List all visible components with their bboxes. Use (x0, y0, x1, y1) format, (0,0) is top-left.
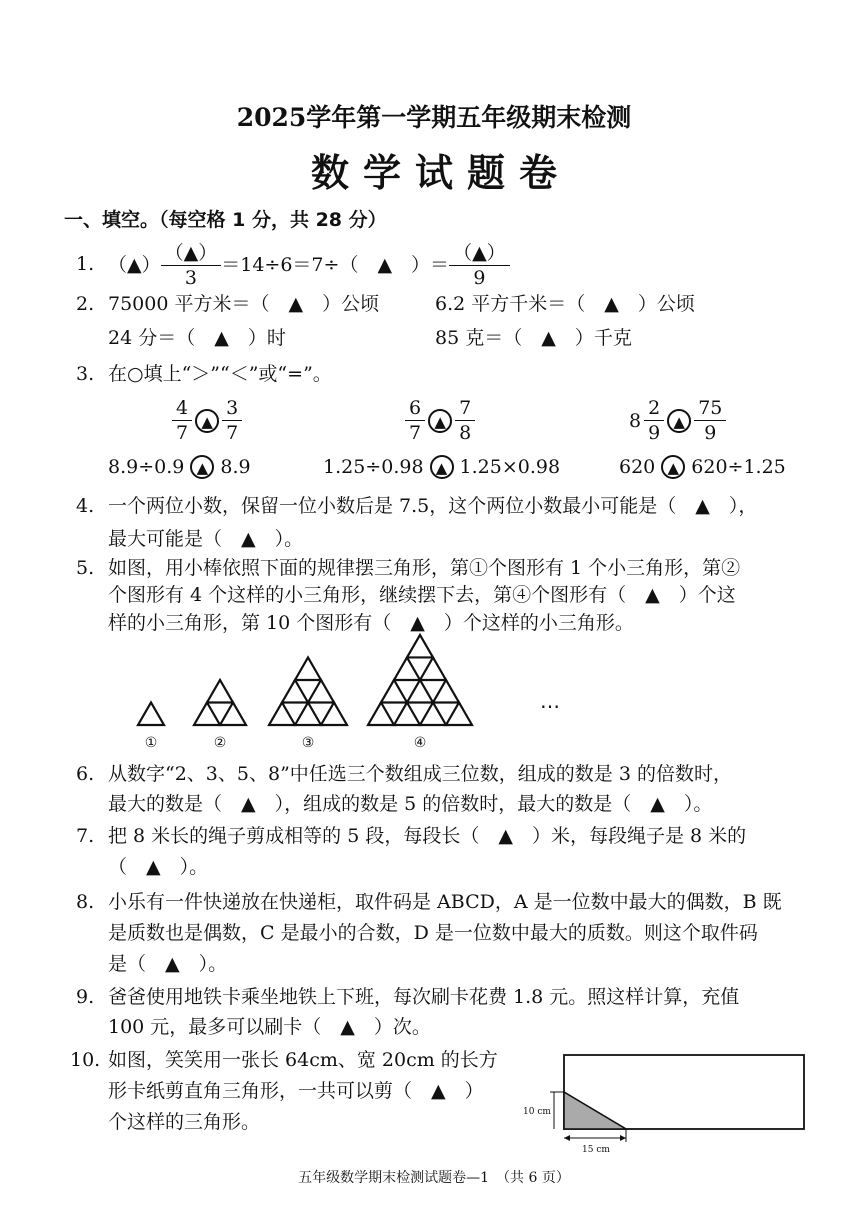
question-9-line-2: 100 元，最多可以刷卡（ ▲ ）次。 (108, 1016, 431, 1038)
triangle-figure-1 (138, 702, 164, 725)
exam-title: 2025学年第一学期五年级期末检测 (236, 103, 632, 132)
question-number: 9. (76, 986, 95, 1008)
question-number: 10. (70, 1049, 101, 1071)
small-triangle (433, 680, 459, 703)
question-3-text: 在○填上“＞”“＜”或“=”。 (108, 363, 332, 385)
small-triangle (446, 702, 472, 725)
denominator: 7 (176, 422, 189, 444)
compare-1 (172, 398, 242, 443)
fraction (694, 398, 726, 443)
compare-circle: ▲ (428, 409, 452, 433)
denominator: 3 (184, 266, 197, 289)
conversion-b: 6.2 平方千米＝（ ▲ ）公顷 (435, 293, 695, 315)
compare-5 (323, 455, 560, 479)
ellipsis: … (540, 689, 560, 713)
question-10-line-1: 如图，笑笑用一张长 64cm、宽 20cm 的长方 (108, 1049, 498, 1071)
small-triangle (368, 702, 394, 725)
denominator: 7 (409, 422, 422, 444)
small-triangle (295, 657, 321, 680)
question-7-line-2: （ ▲ ）。 (108, 856, 209, 878)
whole-number: 8 (629, 409, 642, 432)
figure-label: ③ (301, 735, 315, 751)
rectangle-card-figure (520, 1045, 810, 1157)
expression: 1.25÷0.98 (323, 456, 424, 478)
denominator: 7 (226, 422, 239, 444)
numerator: 75 (694, 398, 726, 421)
compare-circle: ▲ (430, 455, 454, 479)
compare-3 (629, 398, 726, 443)
small-triangle (269, 702, 295, 725)
question-number: 1. (76, 253, 95, 275)
numerator: 6 (405, 398, 425, 421)
expression: 620÷1.25 (691, 456, 786, 478)
small-triangle (420, 657, 446, 680)
page-footer: 五年级数学期末检测试题卷—1 （共 6 页） (298, 1170, 570, 1186)
denominator: 9 (704, 422, 717, 444)
fraction (644, 398, 664, 443)
numerator: （▲） (161, 243, 222, 266)
compare-6 (619, 455, 786, 479)
small-triangle (381, 680, 407, 703)
question-8-line-1: 小乐有一件快递放在快递柜，取件码是 ABCD，A 是一位数中最大的偶数，B 既 (108, 891, 782, 913)
fraction (449, 243, 510, 288)
expression: 8.9÷0.9 (108, 456, 185, 478)
question-5-line-1: 如图，用小棒依照下面的规律摆三角形，第①个图形有 1 个小三角形，第② (108, 557, 741, 579)
small-triangle (394, 657, 420, 680)
small-triangle (138, 702, 164, 725)
small-triangle (321, 702, 347, 725)
question-4-line-1: 一个两位小数，保留一位小数后是 7.5，这个两位小数最小可能是（ ▲ ）， (108, 495, 758, 517)
small-triangle (194, 702, 220, 725)
width-label: 15 cm (582, 1145, 610, 1155)
question-6-line-1: 从数字“2、3、5、8”中任选三个数组成三位数，组成的数是 3 的倍数时， (108, 763, 732, 785)
equation-text: ＝14÷6＝7÷（ ▲ ）＝ (221, 254, 450, 276)
small-triangle (207, 680, 233, 703)
fraction (455, 398, 475, 443)
blank: （▲） (108, 254, 161, 276)
question-number: 4. (76, 495, 95, 517)
figure-label: ① (144, 735, 158, 751)
conversion-c: 24 分＝（ ▲ ）时 (108, 327, 286, 349)
exam-subtitle: 数学试题卷 (310, 150, 571, 195)
fraction (222, 398, 242, 443)
compare-4 (108, 455, 251, 479)
fraction (405, 398, 425, 443)
fraction (172, 398, 192, 443)
question-5-line-2: 个图形有 4 个这样的小三角形，继续摆下去，第④个图形有（ ▲ ）个这 (108, 584, 736, 606)
compare-circle: ▲ (661, 455, 685, 479)
question-6-line-2: 最大的数是（ ▲ ），组成的数是 5 的倍数时，最大的数是（ ▲ ）。 (108, 793, 713, 815)
denominator: 9 (648, 422, 661, 444)
denominator: 8 (459, 422, 472, 444)
expression: 1.25×0.98 (459, 456, 561, 478)
question-number: 5. (76, 557, 95, 579)
expression: 8.9 (220, 456, 251, 478)
numerator: 2 (644, 398, 664, 421)
compare-circle: ▲ (195, 409, 219, 433)
small-triangle (282, 680, 308, 703)
question-10-line-2: 形卡纸剪直角三角形，一共可以剪（ ▲ ） (108, 1080, 484, 1102)
numerator: 7 (455, 398, 475, 421)
numerator: （▲） (449, 243, 510, 266)
numerator: 3 (222, 398, 242, 421)
compare-2 (405, 398, 475, 443)
question-number: 8. (76, 891, 95, 913)
compare-circle: ▲ (190, 455, 214, 479)
conversion-d: 85 克＝（ ▲ ）千克 (435, 327, 632, 349)
triangle-figure-4 (368, 635, 472, 725)
fraction (161, 243, 222, 288)
question-5-line-3: 样的小三角形，第 10 个图形有（ ▲ ）个这样的小三角形。 (108, 612, 634, 634)
right-triangle (564, 1092, 626, 1129)
denominator: 9 (473, 266, 486, 289)
compare-circle: ▲ (667, 409, 691, 433)
figure-label: ② (213, 735, 227, 751)
numerator: 4 (172, 398, 192, 421)
question-number: 6. (76, 763, 95, 785)
small-triangle (295, 702, 321, 725)
section-heading: 一、填空。（每空格 1 分，共 28 分） (64, 209, 387, 231)
question-10-line-3: 个这样的三角形。 (108, 1111, 261, 1133)
triangle-figure-2 (194, 680, 246, 725)
figure-label: ④ (413, 735, 427, 751)
question-7-line-1: 把 8 米长的绳子剪成相等的 5 段，每段长（ ▲ ）米，每段绳子是 8 米的 (108, 825, 747, 847)
conversion-a: 75000 平方米＝（ ▲ ）公顷 (108, 293, 380, 315)
question-1 (108, 240, 510, 290)
small-triangle (407, 635, 433, 658)
question-4-line-2: 最大可能是（ ▲ ）。 (108, 528, 304, 550)
question-number: 3. (76, 363, 95, 385)
question-number: 2. (76, 293, 95, 315)
question-number: 7. (76, 825, 95, 847)
small-triangle (220, 702, 246, 725)
small-triangle (407, 680, 433, 703)
small-triangle (420, 702, 446, 725)
question-9-line-1: 爸爸使用地铁卡乘坐地铁上下班，每次刷卡花费 1.8 元。照这样计算，充值 (108, 986, 740, 1008)
triangle-figure-3 (269, 657, 347, 725)
question-8-line-2: 是质数也是偶数，C 是最小的合数，D 是一位数中最大的质数。则这个取件码 (108, 922, 758, 944)
expression: 620 (619, 456, 656, 478)
height-label: 10 cm (523, 1107, 551, 1117)
small-triangle (308, 680, 334, 703)
triangle-pattern-figure (120, 630, 600, 760)
question-8-line-3: 是（ ▲ ）。 (108, 953, 228, 975)
small-triangle (394, 702, 420, 725)
